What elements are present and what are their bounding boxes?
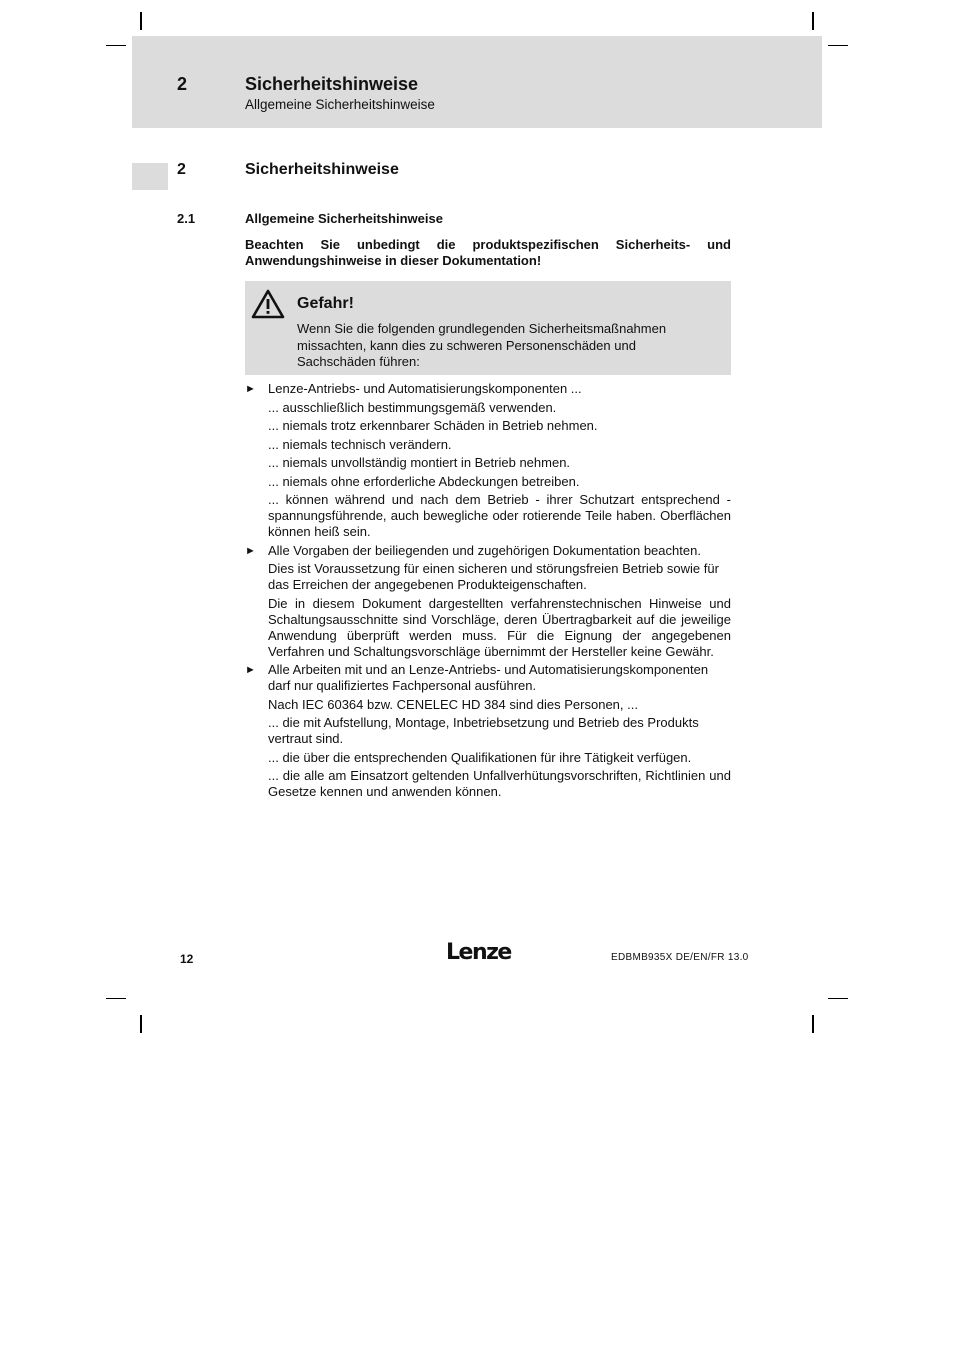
section-title: Sicherheitshinweise bbox=[245, 161, 399, 178]
crop-mark bbox=[140, 12, 142, 30]
list-item-paragraph: ... niemals technisch verändern. bbox=[268, 436, 452, 452]
list-item bbox=[245, 381, 731, 540]
document-code: EDBMB935X DE/EN/FR 13.0 bbox=[611, 952, 749, 963]
section-number: 2 bbox=[177, 161, 186, 178]
list-item bbox=[245, 543, 731, 660]
list-item-paragraph: ... die mit Aufstellung, Montage, Inbetriebsetzung und Betrieb des Produkts vertraut sind. bbox=[268, 715, 699, 746]
chapter-side-tab bbox=[132, 163, 168, 190]
danger-text: Wenn Sie die folgenden grundlegenden Sicherheitsmaßnahmen missachten, kann dies zu schweren Personenschäden und Sachschäden führen: bbox=[297, 321, 667, 369]
list-item bbox=[245, 662, 731, 800]
crop-mark bbox=[106, 998, 126, 999]
crop-mark bbox=[828, 45, 848, 46]
intro-text: Beachten Sie unbedingt die produktspezifischen Sicherheits- und Anwendungshinweise in dieser Dokumentation! bbox=[245, 237, 731, 268]
crop-mark bbox=[828, 998, 848, 999]
bullet-arrow-icon: ► bbox=[245, 544, 256, 557]
safety-list bbox=[245, 381, 731, 803]
crop-mark bbox=[140, 1015, 142, 1033]
list-item-lead: Alle Vorgaben der beiliegenden und zugehörigen Dokumentation beachten. bbox=[268, 542, 701, 558]
crop-mark bbox=[812, 1015, 814, 1033]
subsection-title: Allgemeine Sicherheitshinweise bbox=[245, 211, 443, 226]
list-item-lead: Lenze-Antriebs- und Automatisierungskomponenten ... bbox=[268, 381, 582, 396]
list-item-paragraph: ... die alle am Einsatzort geltenden Unfallverhütungsvorschriften, Richtlinien und Gesetze kennen und anwenden können. bbox=[268, 768, 731, 799]
list-item-lead: Alle Arbeiten mit und an Lenze-Antriebs- und Automatisierungskomponenten darf nur qualifiziertes Fachpersonal ausführen. bbox=[268, 662, 709, 693]
list-item-paragraph: Nach IEC 60364 bzw. CENELEC HD 384 sind dies Personen, ... bbox=[268, 696, 638, 712]
list-item-paragraph: Die in diesem Dokument dargestellten verfahrenstechnischen Hinweise und Schaltungsausschnitte sind Vorschläge, deren Übertragbarkeit auf die jeweilige Anwendung überprüft werden muss. Für die Eignung der angegebenen Verfahren und Schaltungsvorschläge übernimmt der Hersteller keine Gewähr. bbox=[268, 595, 731, 659]
list-item-paragraph: ... ausschließlich bestimmungsgemäß verwenden. bbox=[268, 399, 557, 415]
lenze-logo: Lenze bbox=[446, 940, 511, 965]
warning-triangle-icon bbox=[250, 288, 286, 320]
list-item-paragraph: ... die über die entsprechenden Qualifikationen für ihre Tätigkeit verfügen. bbox=[268, 749, 692, 765]
bullet-arrow-icon: ► bbox=[245, 383, 256, 395]
chapter-header-band bbox=[132, 36, 822, 128]
chapter-number: 2 bbox=[177, 74, 188, 94]
crop-mark bbox=[812, 12, 814, 30]
crop-mark bbox=[106, 45, 126, 46]
page-number: 12 bbox=[180, 952, 194, 966]
list-item-paragraph: ... niemals ohne erforderliche Abdeckungen betreiben. bbox=[268, 473, 580, 489]
subsection-number: 2.1 bbox=[177, 211, 196, 226]
chapter-title: Sicherheitshinweise bbox=[245, 74, 419, 94]
list-item-paragraph: Dies ist Voraussetzung für einen sicheren und störungsfreien Betrieb sowie für das Erreichen der angegebenen Produkteigenschaften. bbox=[268, 561, 719, 592]
list-item-paragraph: ... können während und nach dem Betrieb - ihrer Schutzart entsprechend - spannungsführende, auch bewegliche oder rotierende Teile haben. Oberflächen können heiß sein. bbox=[268, 492, 731, 539]
bullet-arrow-icon: ► bbox=[245, 664, 256, 676]
danger-title: Gefahr! bbox=[297, 295, 354, 312]
chapter-subtitle: Allgemeine Sicherheitshinweise bbox=[245, 97, 435, 112]
list-item-paragraph: ... niemals unvollständig montiert in Betrieb nehmen. bbox=[268, 455, 571, 470]
danger-notice bbox=[245, 281, 731, 375]
list-item-paragraph: ... niemals trotz erkennbarer Schäden in Betrieb nehmen. bbox=[268, 418, 598, 433]
